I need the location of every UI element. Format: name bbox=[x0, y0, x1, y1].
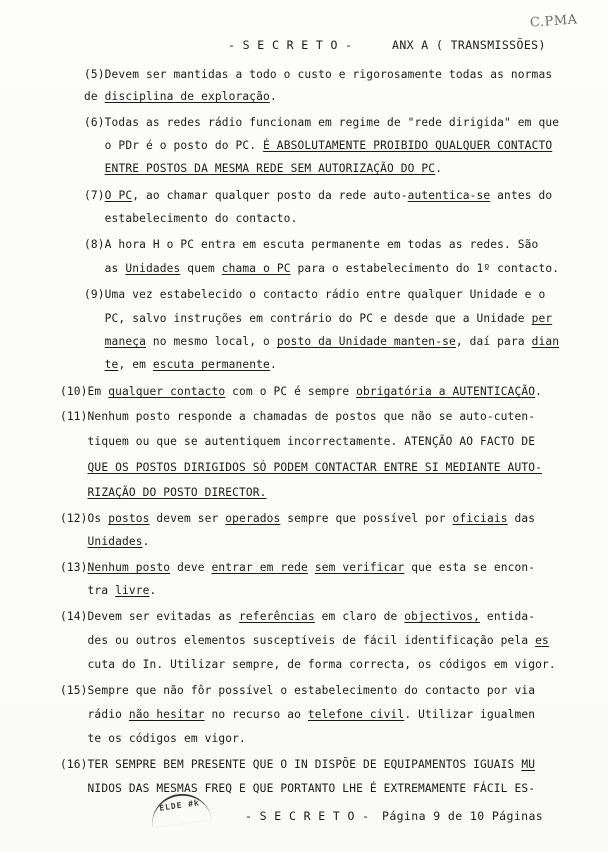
text-segment bbox=[60, 535, 88, 548]
page-number: Página 9 de 10 Páginas bbox=[382, 809, 544, 823]
text-line bbox=[84, 212, 297, 226]
text-segment: no recurso ao bbox=[204, 708, 308, 721]
underlined-text: oficiais bbox=[452, 512, 508, 525]
text-line bbox=[84, 90, 277, 104]
underlined-text: referências bbox=[239, 610, 315, 623]
text-line bbox=[60, 435, 535, 449]
text-segment: , em bbox=[118, 358, 153, 371]
underlined-text: autentica-se bbox=[407, 189, 491, 202]
text-segment bbox=[84, 358, 105, 371]
underlined-text: telefone civil bbox=[307, 708, 405, 721]
text-segment bbox=[84, 335, 105, 348]
text-segment: , ao chamar qualquer posto da rede auto- bbox=[132, 189, 408, 202]
text-segment: antes do bbox=[490, 189, 553, 202]
text-segment: com o PC é sempre bbox=[225, 385, 357, 398]
text-segment bbox=[84, 162, 105, 175]
text-segment bbox=[308, 561, 315, 574]
underlined-text: objectivos, bbox=[404, 610, 481, 623]
underlined-text: chama o PC bbox=[221, 262, 291, 275]
text-line bbox=[60, 461, 542, 475]
header-classification: - S E C R E T O - bbox=[228, 38, 353, 52]
text-line bbox=[84, 116, 559, 130]
text-line bbox=[60, 535, 150, 549]
text-line bbox=[60, 486, 267, 500]
text-segment: (7) bbox=[84, 189, 105, 202]
text-line bbox=[60, 410, 535, 424]
text-line bbox=[84, 335, 559, 349]
underlined-text: ENTRE POSTOS DA MESMA REDE SEM AUTORIZAÇÃO DO PC bbox=[104, 162, 436, 175]
text-line bbox=[60, 385, 542, 399]
text-segment: (13) bbox=[60, 561, 88, 574]
text-segment: (9)Uma vez estabelecido o contacto rádio entre qualquer Unidade e o bbox=[84, 288, 546, 301]
text-segment: que esta se encon- bbox=[404, 561, 536, 574]
underlined-text: dian bbox=[531, 335, 560, 348]
underlined-text: sem verificar bbox=[314, 561, 405, 574]
underlined-text: te bbox=[104, 358, 119, 371]
underlined-text: Unidades bbox=[125, 262, 181, 275]
text-segment: quem bbox=[180, 262, 222, 275]
underlined-text: obrigatória a AUTENTICAÇÃO bbox=[356, 385, 536, 398]
underlined-text: É ABSOLUTAMENTE PROIBIDO QUALQUER CONTACTO bbox=[263, 139, 553, 152]
underlined-text: operados bbox=[225, 512, 281, 525]
header-annex: ANX A ( TRANSMISSÕES) bbox=[392, 38, 546, 52]
text-segment: . Utilizar igualmen bbox=[404, 708, 536, 721]
text-segment: rádio bbox=[60, 708, 129, 721]
underlined-text: não hesitar bbox=[128, 708, 205, 721]
text-segment: as bbox=[84, 262, 126, 275]
underlined-text: es bbox=[535, 634, 549, 647]
text-segment: tiquem ou que se autentiquem incorrectamente. ATENÇÃO AO FACTO DE bbox=[60, 435, 536, 448]
text-line bbox=[60, 584, 156, 598]
text-segment: cuta do In. Utilizar sempre, de forma correcta, os códigos em vigor. bbox=[60, 658, 556, 671]
text-line bbox=[60, 634, 549, 648]
text-segment: em claro de bbox=[314, 610, 405, 623]
text-segment: das bbox=[507, 512, 536, 525]
text-segment: no mesmo local, o bbox=[146, 335, 277, 348]
text-segment: (10)Em bbox=[60, 385, 109, 398]
text-line bbox=[84, 189, 552, 203]
underlined-text: Nenhum posto bbox=[87, 561, 171, 574]
text-line bbox=[84, 312, 552, 326]
underlined-text: qualquer contacto bbox=[108, 385, 226, 398]
text-segment: devem ser bbox=[149, 512, 226, 525]
underlined-text: escuta permanente bbox=[152, 358, 270, 371]
text-segment: de bbox=[84, 90, 105, 103]
text-line bbox=[84, 68, 552, 82]
text-segment: PC, salvo instruções em contrário do PC e desde que a Unidade bbox=[84, 312, 532, 325]
underlined-text: RIZAÇÃO DO POSTO DIRECTOR. bbox=[87, 486, 267, 499]
text-segment: entida- bbox=[480, 610, 536, 623]
text-segment: (11)Nenhum posto responde a chamadas de postos que não se auto-cuten- bbox=[60, 410, 536, 423]
underlined-text: O PC bbox=[104, 189, 133, 202]
text-segment: des ou outros elementos susceptíveis de fácil identificação pela bbox=[60, 634, 536, 647]
text-segment: . bbox=[269, 358, 277, 371]
text-segment: (8)A hora H o PC entra em escuta permanente em todas as redes. São bbox=[84, 238, 539, 251]
text-segment: . bbox=[149, 584, 157, 597]
text-segment: sempre que possível por bbox=[280, 512, 453, 525]
text-line bbox=[60, 732, 246, 746]
footer-classification: - S E C R E T O - bbox=[245, 809, 370, 823]
text-segment: (14)Devem ser evitadas as bbox=[60, 610, 240, 623]
underlined-text: QUE OS POSTOS DIRIGIDOS SÓ PODEM CONTACTAR ENTRE SI MEDIANTE AUTO- bbox=[87, 461, 542, 474]
text-line bbox=[60, 758, 535, 772]
text-line bbox=[60, 561, 535, 575]
text-segment: (15)Sempre que não fôr possível o estabelecimento do contacto por via bbox=[60, 684, 536, 697]
text-line bbox=[60, 658, 556, 672]
text-line bbox=[84, 358, 277, 372]
page-header bbox=[0, 38, 608, 56]
underlined-text: posto da Unidade manten-se bbox=[276, 335, 456, 348]
underlined-text: per bbox=[531, 312, 553, 325]
text-segment: . bbox=[142, 535, 150, 548]
text-segment: te os códigos em vigor. bbox=[60, 732, 246, 745]
text-line bbox=[84, 262, 559, 276]
text-segment: NIDOS DAS MESMAS FREQ E QUE PORTANTO LHE É EXTREMAMENTE FÁCIL ES- bbox=[60, 782, 536, 795]
text-line bbox=[60, 708, 535, 722]
text-segment: (12)Os bbox=[60, 512, 109, 525]
text-line bbox=[60, 610, 535, 624]
text-line bbox=[84, 139, 552, 153]
stamp: ELDE #k bbox=[148, 790, 212, 828]
underlined-text: livre bbox=[115, 584, 150, 597]
text-segment: . bbox=[269, 90, 277, 103]
underlined-text: entrar em rede bbox=[211, 561, 308, 574]
underlined-text: disciplina de exploração bbox=[104, 90, 270, 103]
text-segment: , daí para bbox=[455, 335, 532, 348]
text-line bbox=[84, 288, 545, 302]
text-segment bbox=[60, 486, 88, 499]
text-segment: para o estabelecimento do 1º contacto. bbox=[290, 262, 560, 275]
underlined-text: Unidades bbox=[87, 535, 143, 548]
text-segment bbox=[60, 461, 88, 474]
text-segment: deve bbox=[170, 561, 212, 574]
text-segment: (16)TER SEMPRE BEM PRESENTE QUE O IN DISPÕE DE EQUIPAMENTOS IGUAIS bbox=[60, 758, 522, 771]
underlined-text: MU bbox=[521, 758, 536, 771]
text-segment: estabelecimento do contacto. bbox=[84, 212, 298, 225]
underlined-text: postos bbox=[108, 512, 150, 525]
text-segment: (6)Todas as redes rádio funcionam em regime de "rede dirigida" em que bbox=[84, 116, 560, 129]
underlined-text: maneça bbox=[104, 335, 146, 348]
text-line bbox=[84, 238, 538, 252]
text-segment: . bbox=[535, 385, 543, 398]
text-segment: tra bbox=[60, 584, 116, 597]
text-segment: . bbox=[435, 162, 443, 175]
page-footer bbox=[0, 809, 608, 827]
text-line bbox=[60, 782, 535, 796]
handwritten-mark: C.PMA bbox=[529, 12, 579, 31]
text-segment: o PDr é o posto do PC. bbox=[84, 139, 264, 152]
text-segment: (5)Devem ser mantidas a todo o custo e rigorosamente todas as normas bbox=[84, 68, 553, 81]
text-line bbox=[84, 162, 442, 176]
text-line bbox=[60, 684, 535, 698]
text-line bbox=[60, 512, 535, 526]
